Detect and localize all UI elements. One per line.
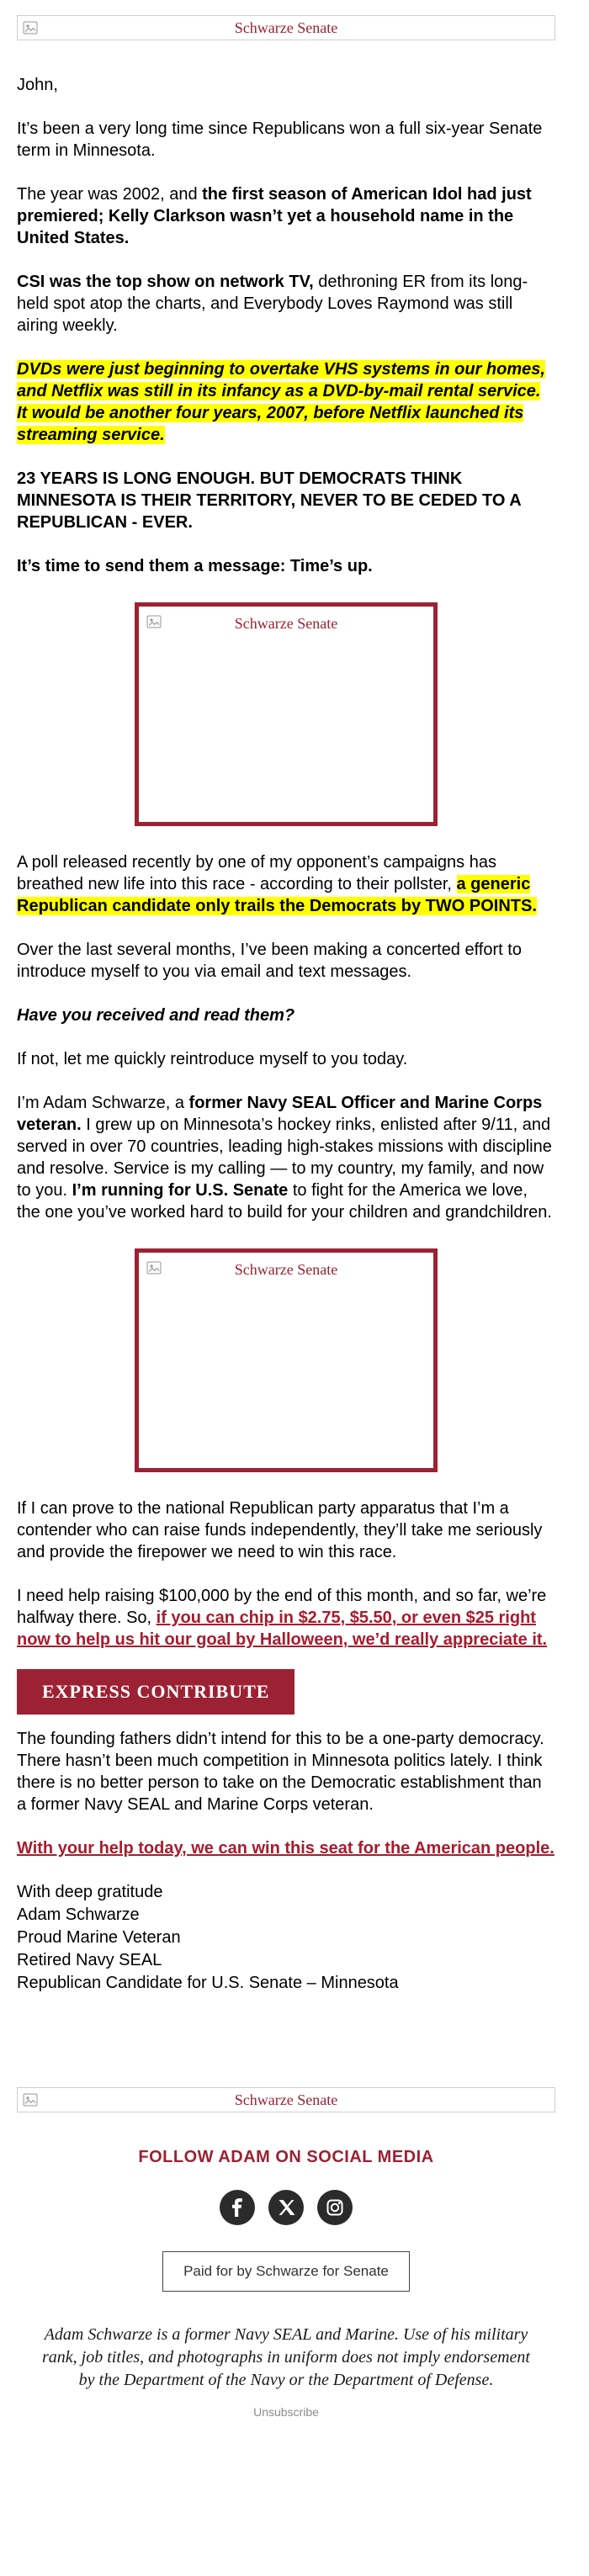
signature-block	[17, 1881, 555, 1995]
text-run: to fight for the America we love, the one you’ve worked hard to build for your children and grandchildren.	[17, 1181, 552, 1222]
instagram-icon[interactable]	[316, 2189, 353, 2226]
military-disclaimer: Adam Schwarze is a former Navy SEAL and Marine. Use of his military rank, job titles, and photographs in uniform does not imply endorsement by the Department of the Navy or the Department of Defense.	[42, 2325, 530, 2389]
text-run-bold: former Navy SEAL Officer and Marine Corps veteran.	[17, 1094, 543, 1134]
text-run-bold: I’m running for U.S. Senate	[72, 1181, 289, 1200]
text-run: I’m Adam Schwarze, a	[17, 1094, 189, 1112]
facebook-icon[interactable]	[219, 2189, 256, 2226]
paragraph-goal	[17, 1585, 555, 1651]
button-row	[17, 1672, 555, 1728]
follow-heading: FOLLOW ADAM ON SOCIAL MEDIA	[138, 2148, 434, 2166]
paragraph-poll	[17, 851, 555, 917]
paragraph-history: It’s been a very long time since Republicans won a full six-year Senate term in Minnesota.	[17, 119, 543, 160]
paragraph-message: It’s time to send them a message: Time’s up.	[17, 557, 373, 575]
signature-line: Proud Marine Veteran	[17, 1928, 181, 1947]
text-run-bold: the first season of American Idol had just premiered; Kelly Clarkson wasn’t yet a household name in the United States.	[17, 185, 532, 247]
social-links	[17, 2189, 555, 2226]
donation-link[interactable]: if you can chip in $2.75, $5.50, or even $25 right now to help us hit our goal by Halloween, we’d really appreciate it.	[17, 1609, 548, 1649]
signature-line: With deep gratitude	[17, 1883, 163, 1901]
paid-for-row	[17, 2251, 555, 2324]
greeting: John,	[17, 76, 58, 94]
paid-for-disclaimer: Paid for by Schwarze for Senate	[162, 2251, 410, 2292]
paragraph-prove: If I can prove to the national Republican party apparatus that I’m a contender who can raise funds independently, they’ll take me seriously and provide the firepower we need to win this race.	[17, 1499, 543, 1561]
paragraph-csi	[17, 271, 555, 337]
paragraph-win	[17, 1837, 555, 1859]
footer	[17, 2087, 555, 2420]
unsubscribe-link[interactable]: Unsubscribe	[253, 2405, 319, 2419]
campaign-image-1	[135, 602, 438, 826]
express-contribute-button[interactable]: EXPRESS CONTRIBUTE	[17, 1669, 294, 1715]
signature-line: Retired Navy SEAL	[17, 1951, 162, 1969]
x-icon[interactable]	[268, 2189, 305, 2226]
paragraph-bio	[17, 1092, 555, 1223]
campaign-image-alt: Schwarze Senate	[234, 1261, 338, 1278]
paragraph-outreach: Over the last several months, I’ve been making a concerted effort to introduce myself to you via email and text messages.	[17, 941, 522, 981]
campaign-image-alt: Schwarze Senate	[234, 615, 338, 632]
text-run: A poll released recently by one of my opponent’s campaigns has breathed new life into this race - according to their pollster,	[17, 853, 496, 893]
campaign-image-2	[135, 1248, 438, 1472]
footer-image	[17, 2087, 555, 2112]
paragraph-reintro: If not, let me quickly reintroduce myself to you today.	[17, 1050, 408, 1068]
text-run: dethroning ER from its long-held spot atop the charts, and Everybody Loves Raymond was still airing weekly.	[17, 273, 528, 335]
highlighted-text: DVDs were just beginning to overtake VHS systems in our homes, and Netflix was still in its infancy as a DVD-by-mail rental service. It would be another four years, 2007, before Netflix launched its streaming service.	[17, 360, 545, 444]
header-image	[17, 15, 555, 40]
text-run: I need help raising $100,000 by the end of this month, and so far, we’re halfway there. So,	[17, 1587, 547, 1627]
signature-line: Republican Candidate for U.S. Senate – Minnesota	[17, 1974, 399, 1992]
text-run-bold: CSI was the top show on network TV,	[17, 273, 314, 291]
paragraph-2002	[17, 183, 555, 249]
paragraph-question: Have you received and read them?	[17, 1006, 295, 1025]
highlighted-text: a generic Republican candidate only trails the Democrats by TWO POINTS.	[17, 875, 537, 915]
text-run: The year was 2002, and	[17, 185, 203, 204]
signature-line: Adam Schwarze	[17, 1905, 140, 1924]
paragraph-dvds-highlight	[17, 358, 555, 446]
header-image-alt: Schwarze Senate	[234, 19, 338, 36]
footer-image-alt: Schwarze Senate	[234, 2091, 338, 2108]
paragraph-23-years: 23 YEARS IS LONG ENOUGH. BUT DEMOCRATS THINK MINNESOTA IS THEIR TERRITORY, NEVER TO BE CEDED TO A REPUBLICAN - EVER.	[17, 469, 521, 532]
paragraph-founders: The founding fathers didn’t intend for this to be a one-party democracy. There hasn’t been much competition in Minnesota politics lately. I think there is no better person to take on the Democratic establishment than a former Navy SEAL and Marine Corps veteran.	[17, 1730, 544, 1814]
text-run: I grew up on Minnesota’s hockey rinks, enlisted after 9/11, and served in over 70 countries, leading high-stakes missions with discipline and resolve. Service is my calling — to my country, my family, and now to you.	[17, 1116, 552, 1200]
win-seat-link[interactable]: With your help today, we can win this seat for the American people.	[17, 1839, 555, 1858]
